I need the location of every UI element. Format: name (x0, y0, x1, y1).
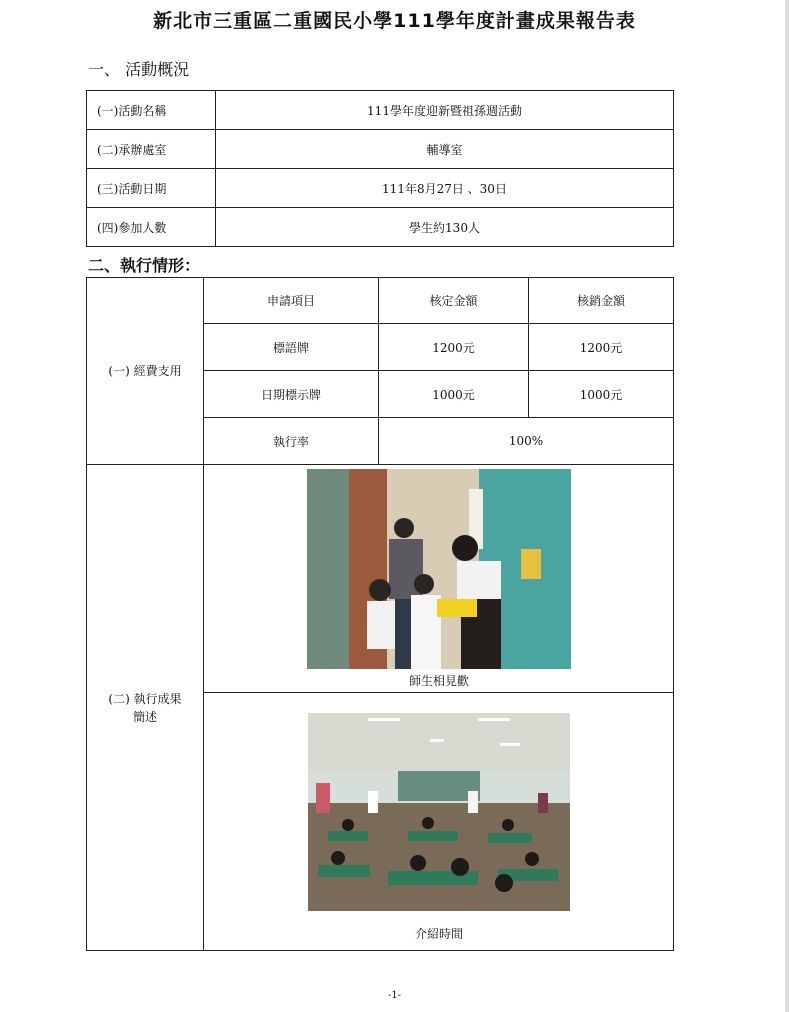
photo-caption-2: 介紹時間 (414, 927, 463, 941)
table-row (87, 465, 674, 693)
photo-caption-1: 師生相見歡 (408, 674, 469, 688)
budget-header-spent: 核銷金額 (529, 278, 674, 324)
activity-name-label: (一)活動名稱 (87, 91, 216, 130)
organizer-value: 輔導室 (216, 130, 674, 169)
section-overview-heading: 一、 活動概況 (88, 60, 190, 79)
budget-spent: 1200元 (529, 324, 674, 371)
photo-cell-2 (204, 693, 674, 951)
activity-date-value: 111年8月27日 、30日 (216, 169, 674, 208)
table-row (87, 91, 674, 130)
budget-item: 日期標示牌 (204, 371, 379, 418)
table-row (87, 278, 674, 324)
budget-approved: 1000元 (379, 371, 529, 418)
budget-header-item: 申請項目 (204, 278, 379, 324)
table-row (87, 130, 674, 169)
photo-cell-1 (204, 465, 674, 693)
overview-table (86, 90, 674, 247)
participants-value: 學生約130人 (216, 208, 674, 247)
photo-classroom-introduction (308, 713, 570, 911)
budget-approved: 1200元 (379, 324, 529, 371)
budget-label: (一) 經費支用 (87, 278, 204, 465)
table-row (87, 169, 674, 208)
table-row (87, 208, 674, 247)
page-edge-scrollbar (785, 0, 789, 1012)
budget-item: 標語牌 (204, 324, 379, 371)
activity-name-value: 111學年度迎新暨祖孫週活動 (216, 91, 674, 130)
photo-teachers-greeting-students (307, 469, 571, 669)
activity-date-label: (三)活動日期 (87, 169, 216, 208)
page-title: 新北市三重區二重國民小學111學年度計畫成果報告表 (153, 10, 636, 32)
page-number: -1- (387, 990, 402, 1001)
results-label: (二) 執行成果 簡述 (87, 465, 204, 951)
budget-header-approved: 核定金額 (379, 278, 529, 324)
execution-table (86, 277, 674, 951)
execution-rate-value: 100% (379, 418, 674, 465)
organizer-label: (二)承辦處室 (87, 130, 216, 169)
execution-rate-label: 執行率 (204, 418, 379, 465)
participants-label: (四)參加人數 (87, 208, 216, 247)
budget-spent: 1000元 (529, 371, 674, 418)
section-execution-heading: 二、執行情形： (88, 256, 201, 275)
